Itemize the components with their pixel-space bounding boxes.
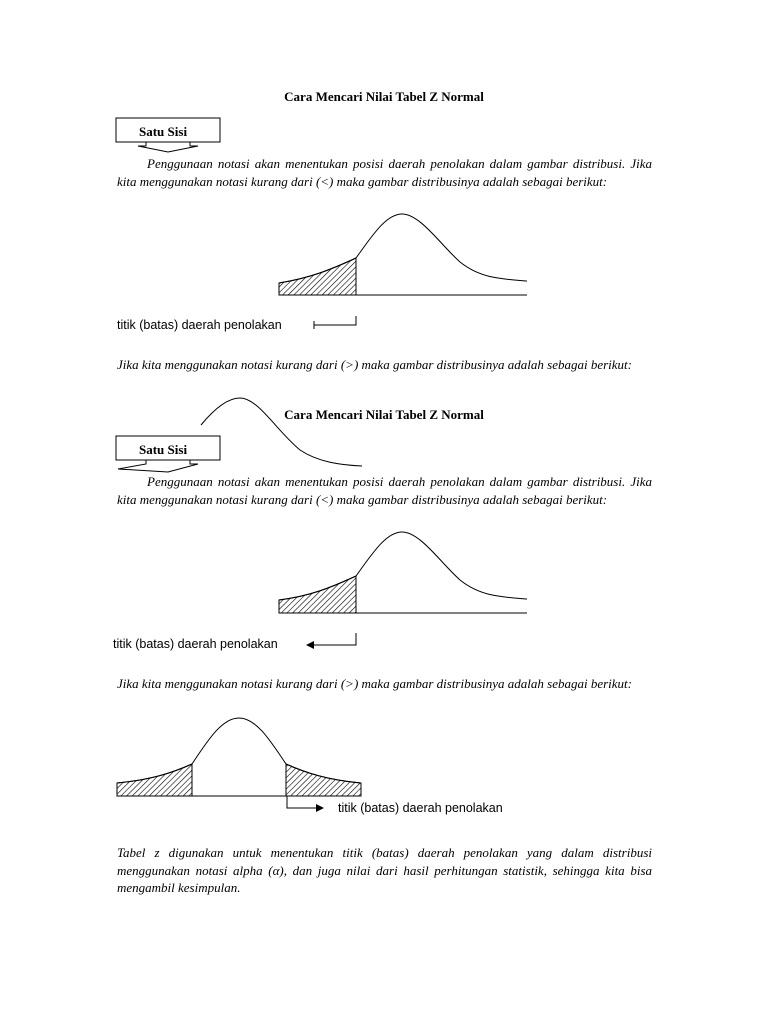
satu-sisi-label-repeat: Satu Sisi <box>139 442 188 457</box>
intro-paragraph-repeat: Penggunaan notasi akan menentukan posisi daerah penolakan dalam gambar distribusi. Jika kita menggunakan notasi kurang dari (<) maka gambar distribusinya adalah sebagai berikut: <box>117 474 652 507</box>
satu-sisi-label: Satu Sisi <box>139 124 188 139</box>
page-title-repeat: Cara Mencari Nilai Tabel Z Normal <box>284 407 484 422</box>
conclusion-paragraph: Tabel z digunakan untuk menentukan titik (batas) daerah penolakan yang dalam distribusi menggunakan notasi alpha (α), dan juga nilai dari hasil perhitungan statistik, sehingga kita bisa mengambil kesimpulan. <box>117 845 652 895</box>
satu-sisi-box-repeat <box>116 436 220 472</box>
two-sided-curve <box>117 718 361 796</box>
intro-paragraph: Penggunaan notasi akan menentukan posisi daerah penolakan dalam gambar distribusi. Jika kita menggunakan notasi kurang dari (<) maka gambar distribusinya adalah sebagai berikut: <box>117 156 652 189</box>
greater-than-paragraph-repeat: Jika kita menggunakan notasi kurang dari (>) maka gambar distribusinya adalah sebagai berikut: <box>117 676 632 691</box>
rejection-point-label: titik (batas) daerah penolakan <box>117 318 282 332</box>
rejection-arrow-two-sided <box>287 796 324 812</box>
greater-than-paragraph: Jika kita menggunakan notasi kurang dari (>) maka gambar distribusinya adalah sebagai berikut: <box>117 357 632 372</box>
left-tail-curve-upper <box>279 214 527 295</box>
left-tail-curve-lower <box>279 532 527 613</box>
rejection-arrow-upper <box>314 316 356 329</box>
right-tail-curve-ghost <box>201 398 362 466</box>
rejection-arrow-lower <box>306 633 356 649</box>
rejection-point-label-repeat: titik (batas) daerah penolakan <box>113 637 278 651</box>
satu-sisi-box <box>116 118 220 152</box>
two-sided-rejection-label: titik (batas) daerah penolakan <box>338 801 503 815</box>
page-title: Cara Mencari Nilai Tabel Z Normal <box>284 89 484 104</box>
